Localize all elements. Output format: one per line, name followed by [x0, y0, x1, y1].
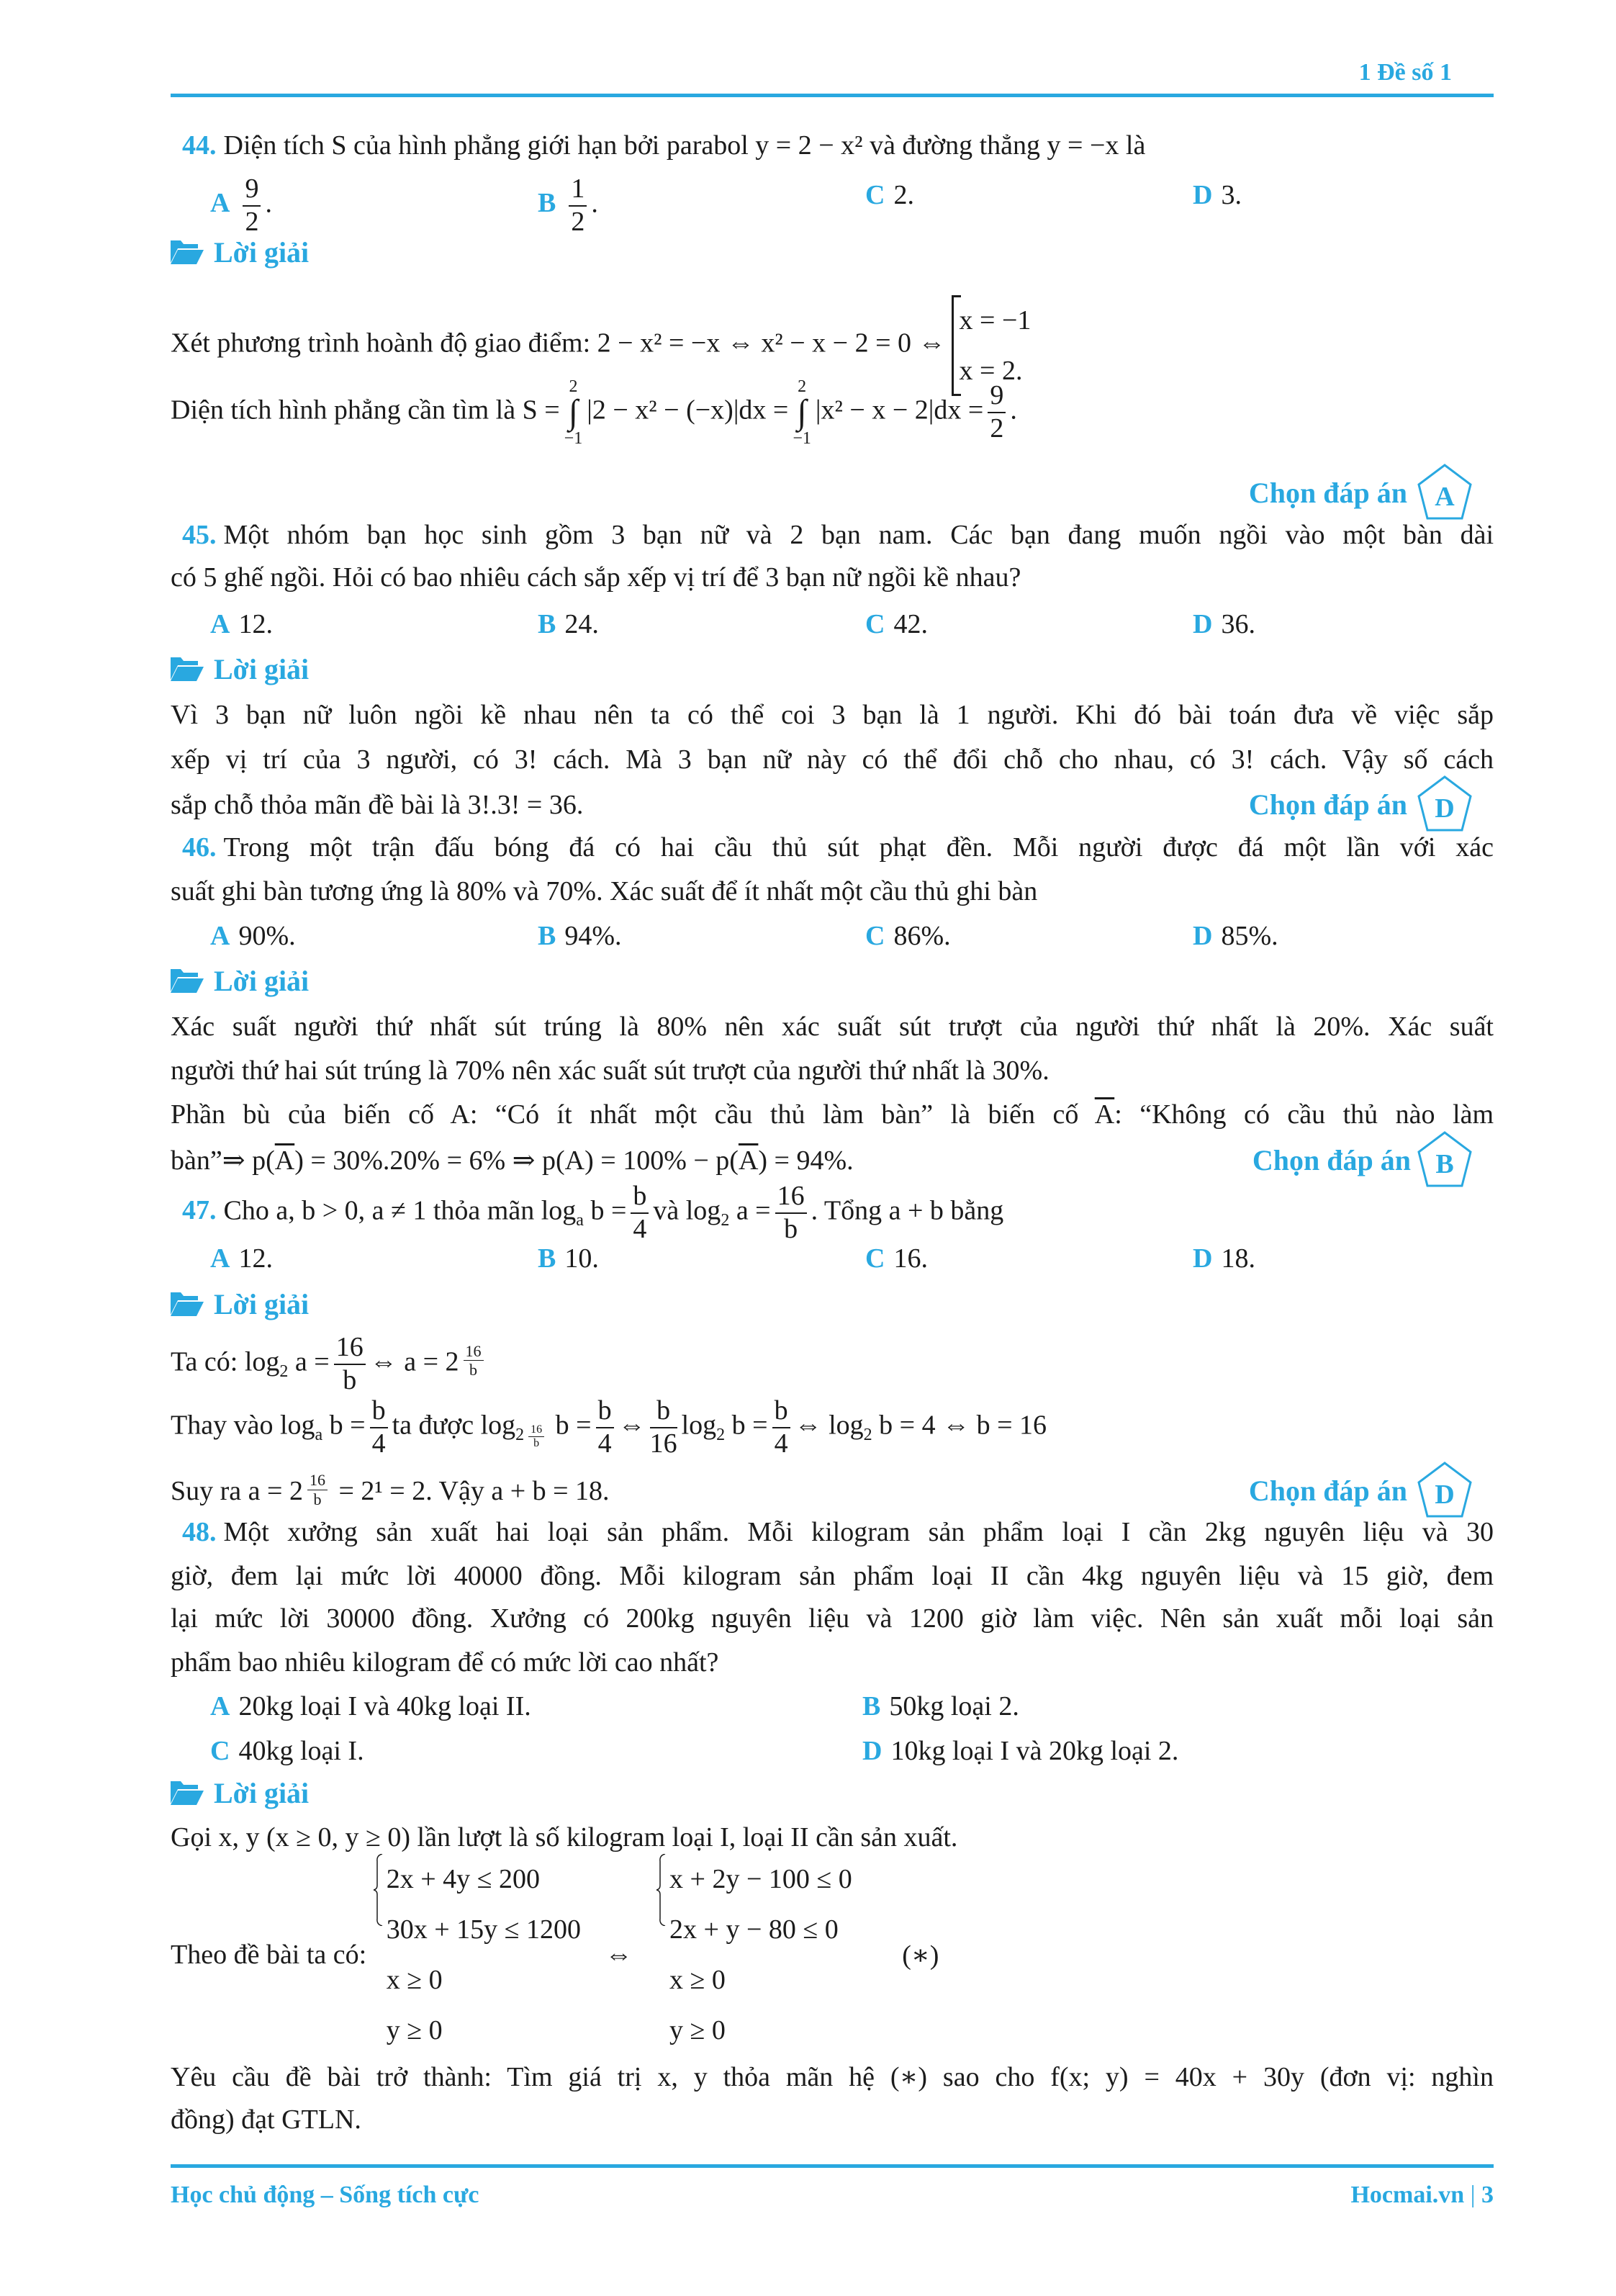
numerator: b [650, 1395, 677, 1428]
option-text: 90%. [238, 921, 296, 951]
option-d [1193, 914, 1278, 958]
text: b = [555, 1410, 592, 1441]
option-text: 18. [1221, 1243, 1255, 1274]
exponent-fraction [464, 1342, 484, 1379]
choose-answer-label: Chọn đáp án [1248, 477, 1407, 509]
fraction [334, 1332, 366, 1396]
subscript: 2 [863, 1426, 872, 1444]
option-text: 50kg loại 2. [889, 1691, 1019, 1721]
suffix: . [1010, 395, 1017, 426]
inequality: 2x + y − 80 ≤ 0 [669, 1914, 839, 1945]
footer-rule [171, 2164, 1494, 2168]
text: b = [329, 1410, 366, 1441]
folder-open-icon [171, 239, 204, 265]
numerator: 16 [464, 1342, 484, 1361]
text: ) = 94%. [758, 1145, 854, 1176]
exponent-fraction [528, 1423, 544, 1451]
option-letter: C [210, 1736, 230, 1766]
footer-slogan: Học chủ động – Sống tích cực [171, 2182, 479, 2208]
denominator: 4 [371, 1428, 386, 1459]
inequality: x + 2y − 100 ≤ 0 [669, 1864, 852, 1894]
complement-event: $\overline{A}$ [738, 1145, 759, 1176]
option-b [538, 914, 622, 958]
denominator: 2 [571, 206, 585, 237]
section-header: 1 Đề số 1 [1358, 59, 1452, 86]
question-number: 46. [182, 832, 217, 863]
solution-heading [171, 1772, 309, 1815]
complement-event: $\overline{A}$ [1094, 1099, 1115, 1130]
denominator: 4 [597, 1428, 612, 1459]
option-letter: C [865, 180, 885, 210]
text: ⇔ log [794, 1410, 864, 1441]
question-text: giờ, đem lại mức lời 40000 đồng. Mỗi kilogram sản phẩm loại II cần 4kg nguyên liệu và 15 giờ, đem [171, 1561, 1494, 1591]
numerator: 16 [775, 1181, 807, 1214]
system-left [374, 1854, 581, 2056]
solution-heading [171, 231, 309, 274]
text: ta được log [392, 1410, 516, 1441]
inequality: x ≥ 0 [669, 1965, 726, 1995]
denominator: b [469, 1361, 477, 1379]
option-a [210, 603, 273, 646]
integral-sign: ∫ [797, 393, 807, 431]
text: ) = 30%.20% = 6% ⇒ p(A) = 100% − p( [294, 1145, 739, 1176]
question-45 [182, 513, 1494, 557]
answer-badge [1417, 1461, 1473, 1518]
option-a [210, 1685, 531, 1728]
question-text: có 5 ghế ngồi. Hỏi có bao nhiêu cách sắp xếp vị trí để 3 bạn nữ ngồi kề nhau? [171, 562, 1021, 593]
text: ⇔ [618, 1410, 646, 1441]
denominator: b [343, 1364, 357, 1395]
question-text: Một nhóm bạn học sinh gồm 3 bạn nữ và 2 bạn nam. Các bạn đang muốn ngồi vào một bàn dài [223, 520, 1494, 550]
text: a = [294, 1346, 330, 1377]
equivalence: ⇔ [605, 1940, 633, 1970]
numerator: 9 [243, 174, 261, 207]
solution-heading [171, 960, 309, 1003]
option-letter: B [538, 609, 556, 639]
answer-badge [1417, 463, 1473, 521]
footer-page-info [1350, 2182, 1494, 2209]
inequality: 30x + 15y ≤ 1200 [386, 1914, 582, 1945]
text: Ta có: log [171, 1346, 280, 1377]
text: Cho a, b > 0, a ≠ 1 thỏa mãn log [223, 1195, 577, 1226]
footer-site: Hocmai.vn [1350, 2182, 1465, 2208]
solution-line [171, 1395, 1494, 1459]
solution-line: Gọi x, y (x ≥ 0, y ≥ 0) lần lượt là số kilogram loại I, loại II cần sản xuất. [171, 1822, 958, 1852]
option-b [538, 1237, 599, 1280]
inequality: y ≥ 0 [669, 2015, 726, 2045]
folder-open-icon [171, 968, 204, 994]
subscript: 2 [721, 1211, 730, 1230]
numerator: 1 [569, 174, 587, 207]
equation-tag: (∗) [902, 1940, 939, 1971]
inequality: y ≥ 0 [386, 2015, 443, 2045]
numerator: b [631, 1181, 649, 1214]
option-letter: D [1193, 609, 1213, 639]
choose-answer-label: Chọn đáp án [1248, 788, 1407, 821]
solution-line: Xác suất người thứ nhất sút trúng là 80% nên xác suất sút trượt của người thứ nhất là 20%. Xác suất [171, 1012, 1494, 1042]
option-text: 85%. [1221, 921, 1278, 951]
option-text: 36. [1221, 609, 1255, 639]
text: |x² − x − 2|dx = [815, 395, 984, 426]
text: b = [731, 1410, 768, 1441]
option-b [862, 1685, 1019, 1728]
option-a [210, 914, 296, 958]
option-letter: B [538, 1243, 556, 1274]
option-d [1193, 603, 1255, 646]
separator: | [1470, 2182, 1476, 2208]
text: . Tổng a + b bằng [811, 1195, 1004, 1226]
fraction [243, 174, 261, 238]
text: |2 − x² − (−x)|dx = [587, 395, 789, 426]
lower-limit: −1 [793, 429, 811, 448]
choose-answer-label: Chọn đáp án [1248, 1475, 1407, 1507]
solution-line [171, 1332, 1494, 1396]
fraction [370, 1395, 388, 1459]
upper-limit: 2 [569, 377, 578, 396]
option-a [210, 1237, 273, 1280]
option-letter: C [865, 921, 885, 951]
question-text: Diện tích S của hình phẳng giới hạn bởi parabol y = 2 − x² và đường thẳng y = −x là [223, 130, 1146, 161]
lower-limit: −1 [564, 429, 583, 448]
text: Xét phương trình hoành độ giao điểm: 2 − x² = −x ⇔ x² − x − 2 = 0 ⇔ [171, 328, 946, 359]
option-c [865, 914, 951, 958]
fraction [631, 1181, 649, 1245]
text: a = [736, 1195, 771, 1226]
complement-event: $\overline{A}$ [274, 1145, 295, 1176]
subscript: 2 [716, 1426, 726, 1444]
solution-line: người thứ hai sút trúng là 70% nên xác suất sút trượt của người thứ nhất là 30%. [171, 1055, 1050, 1086]
option-b [538, 603, 599, 646]
option-text: 2. [893, 180, 914, 210]
folder-open-icon [171, 1780, 204, 1806]
text: Phần bù của biến cố A: “Có ít nhất một cầu thủ làm bàn” là biến cố [171, 1099, 1079, 1130]
option-text: 12. [238, 609, 273, 639]
subscript: a [315, 1426, 323, 1444]
answer-letter: D [1435, 793, 1455, 824]
answer-letter: D [1435, 1480, 1455, 1510]
denominator: b [533, 1437, 540, 1450]
root: x = −1 [959, 305, 1032, 336]
text: b = 4 ⇔ b = 16 [879, 1410, 1047, 1441]
option-letter: B [538, 921, 556, 951]
option-text: 20kg loại I và 40kg loại II. [238, 1691, 531, 1721]
option-text: 24. [564, 609, 599, 639]
question-number: 47. [182, 1195, 217, 1226]
option-c [210, 1729, 364, 1773]
subscript: 2 [279, 1362, 289, 1381]
option-text: 42. [893, 609, 928, 639]
option-letter: A [210, 921, 230, 951]
option-letter: A [210, 1691, 230, 1721]
text: b = [590, 1195, 627, 1226]
text: và log [653, 1195, 721, 1226]
numerator: b [772, 1395, 790, 1428]
inequality: x ≥ 0 [386, 1965, 443, 1995]
integral-sign: ∫ [568, 393, 579, 431]
option-c [865, 1237, 928, 1280]
option-text: 40kg loại I. [238, 1736, 364, 1766]
subscript-base: 2 [515, 1426, 525, 1444]
text: log [681, 1410, 717, 1441]
solution-line [171, 1093, 1494, 1136]
denominator: b [784, 1213, 798, 1244]
question-48 [182, 1511, 1494, 1554]
text: Thay vào log [171, 1410, 315, 1441]
numerator: 16 [307, 1471, 328, 1490]
solution-label: Lời giải [214, 1777, 310, 1809]
question-text: suất ghi bàn tương ứng là 80% và 70%. Xác suất để ít nhất một cầu thủ ghi bàn [171, 876, 1038, 906]
fraction [988, 380, 1006, 444]
suffix: . [265, 188, 272, 219]
text: Theo đề bài ta có: [171, 1940, 367, 1970]
option-a [210, 174, 272, 238]
subscript: a [576, 1211, 584, 1230]
option-d [1193, 1237, 1255, 1280]
option-c [865, 174, 914, 217]
question-number: 44. [182, 130, 217, 161]
option-text: 10. [564, 1243, 599, 1274]
solution-line: Vì 3 bạn nữ luôn ngồi kề nhau nên ta có thể coi 3 bạn là 1 người. Khi đó bài toán đưa về việc sắp [171, 700, 1494, 730]
fraction [650, 1395, 677, 1459]
text: Suy ra a = 2 [171, 1476, 303, 1506]
numerator: b [370, 1395, 388, 1428]
solution-label: Lời giải [214, 965, 310, 997]
upper-limit: 2 [798, 377, 807, 396]
denominator: 2 [990, 413, 1004, 444]
text: : “Không có cầu thủ nào làm [1114, 1099, 1494, 1130]
question-text: Trong một trận đấu bóng đá có hai cầu thủ sút phạt đền. Mỗi người được đá một lần với xác [223, 832, 1494, 863]
header-rule [171, 94, 1494, 97]
option-letter: D [862, 1736, 883, 1766]
text: bàn”⇒ p( [171, 1145, 275, 1176]
answer-letter: B [1435, 1149, 1454, 1179]
suffix: . [591, 188, 598, 219]
option-text: 3. [1221, 180, 1242, 210]
integral [793, 378, 811, 447]
question-text: Một xưởng sản xuất hai loại sản phẩm. Mỗi kilogram sản phẩm loại I cần 2kg nguyên liệu và 30 [223, 1517, 1494, 1547]
denominator: b [313, 1490, 322, 1508]
question-text: phẩm bao nhiêu kilogram để có mức lời cao nhất? [171, 1647, 719, 1678]
question-number: 48. [182, 1517, 217, 1547]
solution-label: Lời giải [214, 236, 310, 269]
solution-line: sắp chỗ thỏa mãn đề bài là 3!.3! = 36. [171, 790, 584, 820]
fraction [596, 1395, 614, 1459]
solution-label: Lời giải [214, 1288, 310, 1320]
fraction [569, 174, 587, 238]
option-text: 94%. [564, 921, 622, 951]
option-letter: C [865, 609, 885, 639]
denominator: 4 [633, 1213, 647, 1244]
numerator: 9 [988, 380, 1006, 413]
solution-heading [171, 648, 309, 691]
option-text: 86%. [893, 921, 951, 951]
option-c [865, 603, 928, 646]
option-letter: C [865, 1243, 885, 1274]
inequality: 2x + 4y ≤ 200 [386, 1864, 541, 1894]
option-letter: A [210, 1243, 230, 1274]
text: ⇔ a = 2 [369, 1346, 459, 1377]
option-text: 16. [893, 1243, 928, 1274]
numerator: 16 [528, 1423, 544, 1437]
option-letter: A [210, 609, 230, 639]
question-44 [182, 124, 1494, 167]
fraction [772, 1395, 790, 1459]
choose-answer-label: Chọn đáp án [1252, 1144, 1411, 1176]
root: x = 2. [959, 356, 1023, 386]
option-letter: D [1193, 921, 1213, 951]
numerator: b [596, 1395, 614, 1428]
exponent-fraction [307, 1471, 328, 1508]
solution-heading [171, 1283, 309, 1326]
option-b [538, 174, 598, 238]
question-text: lại mức lời 30000 đồng. Xưởng có 200kg nguyên liệu và 1200 giờ làm việc. Nên sản xuất mỗi loại sản [171, 1603, 1494, 1634]
folder-open-icon [171, 1291, 204, 1317]
question-46 [182, 826, 1494, 869]
option-letter: A [210, 188, 230, 219]
denominator: 4 [774, 1428, 788, 1459]
text: Diện tích hình phẳng cần tìm là S = [171, 395, 560, 426]
solution-line: xếp vị trí của 3 người, có 3! cách. Mà 3 bạn nữ này có thể đổi chỗ cho nhau, có 3! cách. Vậy số cách [171, 744, 1494, 775]
question-47 [182, 1181, 1494, 1245]
brace-icon [656, 1854, 667, 1926]
system-of-inequalities [171, 1854, 1494, 2056]
option-letter: D [1193, 180, 1213, 210]
integral [564, 378, 583, 447]
denominator: 16 [649, 1428, 677, 1459]
option-text: 10kg loại I và 20kg loại 2. [890, 1736, 1179, 1766]
option-letter: B [862, 1691, 881, 1721]
solution-line [171, 378, 1494, 447]
fraction [775, 1181, 807, 1245]
solution-line: đồng) đạt GTLN. [171, 2104, 361, 2135]
option-letter: B [538, 188, 556, 219]
option-d [1193, 174, 1242, 217]
answer-badge [1417, 1130, 1473, 1188]
denominator: 2 [245, 206, 259, 237]
brace-icon [374, 1854, 384, 1926]
solution-label: Lời giải [214, 653, 310, 685]
option-letter: D [1193, 1243, 1213, 1274]
folder-open-icon [171, 656, 204, 682]
option-text: 12. [238, 1243, 273, 1274]
answer-letter: A [1435, 482, 1455, 512]
question-number: 45. [182, 520, 217, 550]
option-d [862, 1729, 1178, 1773]
answer-badge [1417, 775, 1473, 832]
solution-line: Yêu cầu đề bài trở thành: Tìm giá trị x, y thỏa mãn hệ (∗) sao cho f(x; y) = 40x + 30y (đơn vị: nghìn [171, 2062, 1494, 2092]
numerator: 16 [334, 1332, 366, 1365]
system-right [656, 1854, 852, 2056]
page-number: 3 [1481, 2182, 1494, 2208]
text: = 2¹ = 2. Vậy a + b = 18. [331, 1476, 610, 1506]
